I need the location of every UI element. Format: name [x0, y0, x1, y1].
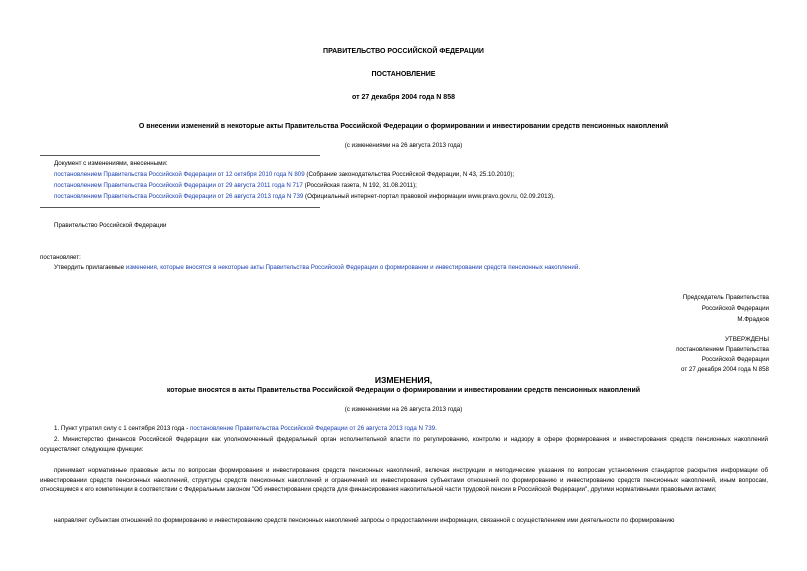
signature-title: Председатель Правительства — [682, 294, 769, 301]
changes-amendments-note: (с изменениями на 26 августа 2013 года) — [344, 406, 463, 413]
paragraph-3: принимает нормативные правовые акты по вопросам формирования и инвестирования средств пенсионных накоплений, включая инструкции и методические указания по вопросам установления стандартов раскрытия информации об инвестировании средств пенсионных накоплений, структуры средств пенсионных накоплений и ограничений их инвестирования субъектами отношений по формированию и инвестированию средств пенсионных накоплений, иным вопросам, относящимся к его компетенции в соответствии с Федеральным законом "Об инвестировании средств для финансирования накопительной части трудовой пенсии в Российской Федерации", другими нормативными правовыми актами; — [40, 467, 768, 494]
signature-org: Российской Федерации — [701, 305, 769, 312]
doc-type-heading: ПОСТАНОВЛЕНИЕ — [371, 71, 436, 78]
amendments-note: (с изменениями на 26 августа 2013 года) — [344, 142, 463, 149]
changes-item — [54, 182, 417, 189]
amendment-source: (Официальный интернет-портал правовой информации www.pravo.gov.ru, 02.09.2013). — [303, 193, 555, 200]
changes-item — [54, 193, 555, 200]
changes-link[interactable]: изменения, которые вносятся в некоторые акты Правительства Российской Федерации о формировании и инвестировании средств пенсионных накоплений — [125, 264, 579, 271]
amendment-link[interactable]: постановлением Правительства Российской Федерации от 26 августа 2013 года N 739 — [54, 193, 304, 200]
paragraph-1: 1. Пункт утратил силу с 1 сентября 2013 года - постановление Правительства Российской Федерации от 26 августа 2013 года N 739. — [54, 425, 437, 432]
amendment-link[interactable]: постановлением Правительства Российской Федерации от 12 октября 2010 года N 809 — [54, 171, 305, 178]
changes-subtitle: которые вносятся в акты Правительства Российской Федерации о формировании и инвестировании средств пенсионных накоплений — [166, 387, 641, 394]
changes-box-bottom-rule — [40, 207, 320, 208]
approved-org: Российской Федерации — [701, 356, 769, 363]
government-heading: ПРАВИТЕЛЬСТВО РОССИЙСКОЙ ФЕДЕРАЦИИ — [323, 48, 484, 55]
decides-label: постановляет: — [40, 254, 81, 261]
amendment-source: (Российская газета, N 192, 31.08.2011); — [302, 182, 417, 189]
approved-label: УТВЕРЖДЕНЫ — [725, 336, 769, 343]
changes-item — [54, 171, 514, 178]
amendment-source: (Собрание законодательства Российской Федерации, N 43, 25.10.2010); — [304, 171, 515, 178]
document-title: О внесении изменений в некоторые акты Правительства Российской Федерации о формировании и инвестировании средств пенсионных накоплений — [138, 123, 669, 130]
signature-name: М.Фрадков — [737, 316, 769, 323]
doc-date-number: от 27 декабря 2004 года N 858 — [352, 94, 455, 101]
approved-date: от 27 декабря 2004 года N 858 — [681, 366, 769, 373]
amendment-link[interactable]: постановлением Правительства Российской Федерации от 29 августа 2011 года N 717 — [54, 182, 303, 189]
approve-paragraph: Утвердить прилагаемые изменения, которые вносятся в некоторые акты Правительства Российской Федерации о формировании и инвестировании средств пенсионных накоплений. — [54, 264, 581, 271]
paragraph-2: 2. Министерство финансов Российской Федерации как уполномоченный федеральный орган исполнительной власти по регулированию, контролю и надзору в сфере формирования и инвестирования средств пенсионных накоплений осуществляет следующие функции: — [40, 436, 768, 453]
approved-by: постановлением Правительства — [676, 346, 769, 353]
paragraph-4: направляет субъектам отношений по формированию и инвестированию средств пенсионных накоплений запросы о предоставлении информации, связанной с осуществлением ими деятельности по формированию — [54, 517, 675, 524]
changes-box-heading: Документ с изменениями, внесенными: — [54, 160, 168, 167]
changes-box-top-rule — [40, 155, 320, 156]
repeal-link[interactable]: постановление Правительства Российской Федерации от 26 августа 2013 года N 739 — [190, 425, 436, 432]
issuer-name: Правительство Российской Федерации — [54, 222, 167, 229]
changes-title: ИЗМЕНЕНИЯ, — [374, 375, 433, 385]
